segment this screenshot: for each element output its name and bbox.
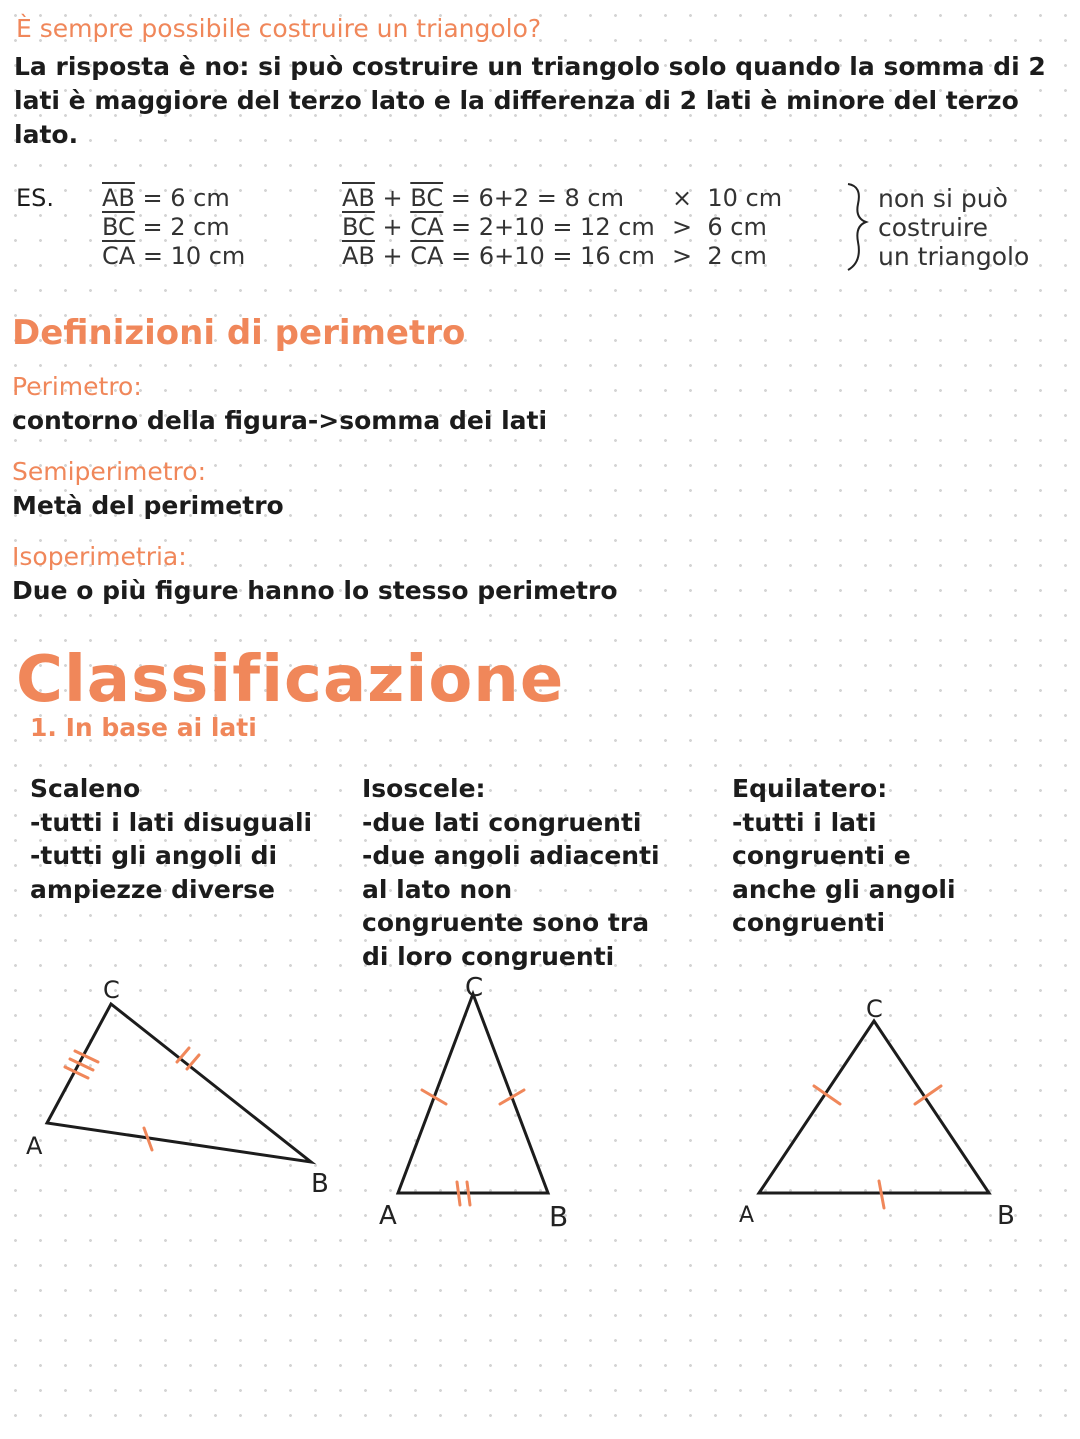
sum-op: + xyxy=(382,213,403,241)
isosceles-vertex-c: C xyxy=(465,973,484,1003)
sum-op: + xyxy=(382,242,403,270)
compare-sign: > xyxy=(672,242,693,270)
equilateral-triangle xyxy=(759,1021,989,1208)
conclusion-line: un triangolo xyxy=(878,242,1030,271)
third-side: 10 cm xyxy=(707,184,783,212)
sum-value: = 6+10 = 16 cm xyxy=(451,242,655,270)
sum-term-b: $\overline{CA}$ xyxy=(410,213,444,241)
scalene-description: Scaleno -tutti i lati disuguali -tutti gli angoli di ampiezze diverse xyxy=(30,774,313,904)
side-value: = 6 cm xyxy=(142,184,230,212)
scalene-vertex-a: A xyxy=(26,1132,43,1160)
sum-term-b: $\overline{CA}$ xyxy=(410,242,444,270)
side-value: = 10 cm xyxy=(142,242,246,270)
definition-term: Perimetro: xyxy=(12,372,142,401)
third-side: 6 cm xyxy=(707,213,767,241)
equilateral-vertex-c: C xyxy=(866,995,883,1023)
classification-subtitle: 1. In base ai lati xyxy=(30,713,257,742)
scalene-vertex-c: C xyxy=(103,976,120,1004)
sum-term-a: $\overline{AB}$ xyxy=(342,242,375,270)
sum-value: = 2+10 = 12 cm xyxy=(451,213,655,241)
sum-term-a: $\overline{AB}$ xyxy=(342,184,375,212)
side-name: $\overline{BC}$ xyxy=(102,213,135,241)
example-label: ES. xyxy=(16,184,55,212)
compare-sign: × xyxy=(672,184,693,212)
isosceles-vertex-b: B xyxy=(549,1200,569,1233)
definition-term: Semiperimetro: xyxy=(12,457,207,486)
sum-value: = 6+2 = 8 cm xyxy=(450,184,624,212)
definition-term: Isoperimetria: xyxy=(12,542,187,571)
sum-op: + xyxy=(382,184,403,212)
side-name: $\overline{CA}$ xyxy=(102,242,136,270)
definition-text: Due o più figure hanno lo stesso perimetro xyxy=(12,576,618,605)
question-answer: La risposta è no: si può costruire un triangolo solo quando la somma di 2 lati è maggiore del terzo lato e la differenza di 2 lati è minore del terzo lato. xyxy=(14,52,1046,149)
equilateral-description: Equilatero: -tutti i lati congruenti e anche gli angoli congruenti xyxy=(732,774,956,937)
third-side: 2 cm xyxy=(707,242,767,270)
isosceles-triangle xyxy=(398,994,548,1205)
conclusion-line: non si può xyxy=(878,184,1008,213)
equilateral-vertex-a: A xyxy=(739,1203,755,1228)
curly-brace xyxy=(848,184,866,270)
conclusion-line: costruire xyxy=(878,213,989,242)
equilateral-vertex-b: B xyxy=(997,1201,1015,1231)
compare-sign: > xyxy=(672,213,693,241)
question-title: È sempre possibile costruire un triangolo? xyxy=(16,14,542,43)
sum-term-a: $\overline{BC}$ xyxy=(342,213,375,241)
isosceles-description: Isoscele: -due lati congruenti -due angoli adiacenti al lato non congruente sono tra di loro congruenti xyxy=(362,774,660,971)
classification-title: Classificazione xyxy=(16,643,565,717)
definition-text: Metà del perimetro xyxy=(12,491,284,520)
definition-text: contorno della figura->somma dei lati xyxy=(12,406,548,435)
scalene-triangle xyxy=(47,1004,311,1162)
perimeter-section-title: Definizioni di perimetro xyxy=(12,313,466,353)
scalene-vertex-b: B xyxy=(311,1169,329,1199)
side-value: = 2 cm xyxy=(142,213,230,241)
side-name: $\overline{AB}$ xyxy=(102,184,135,212)
isosceles-vertex-a: A xyxy=(379,1201,397,1231)
sum-term-b: $\overline{BC}$ xyxy=(410,184,444,212)
